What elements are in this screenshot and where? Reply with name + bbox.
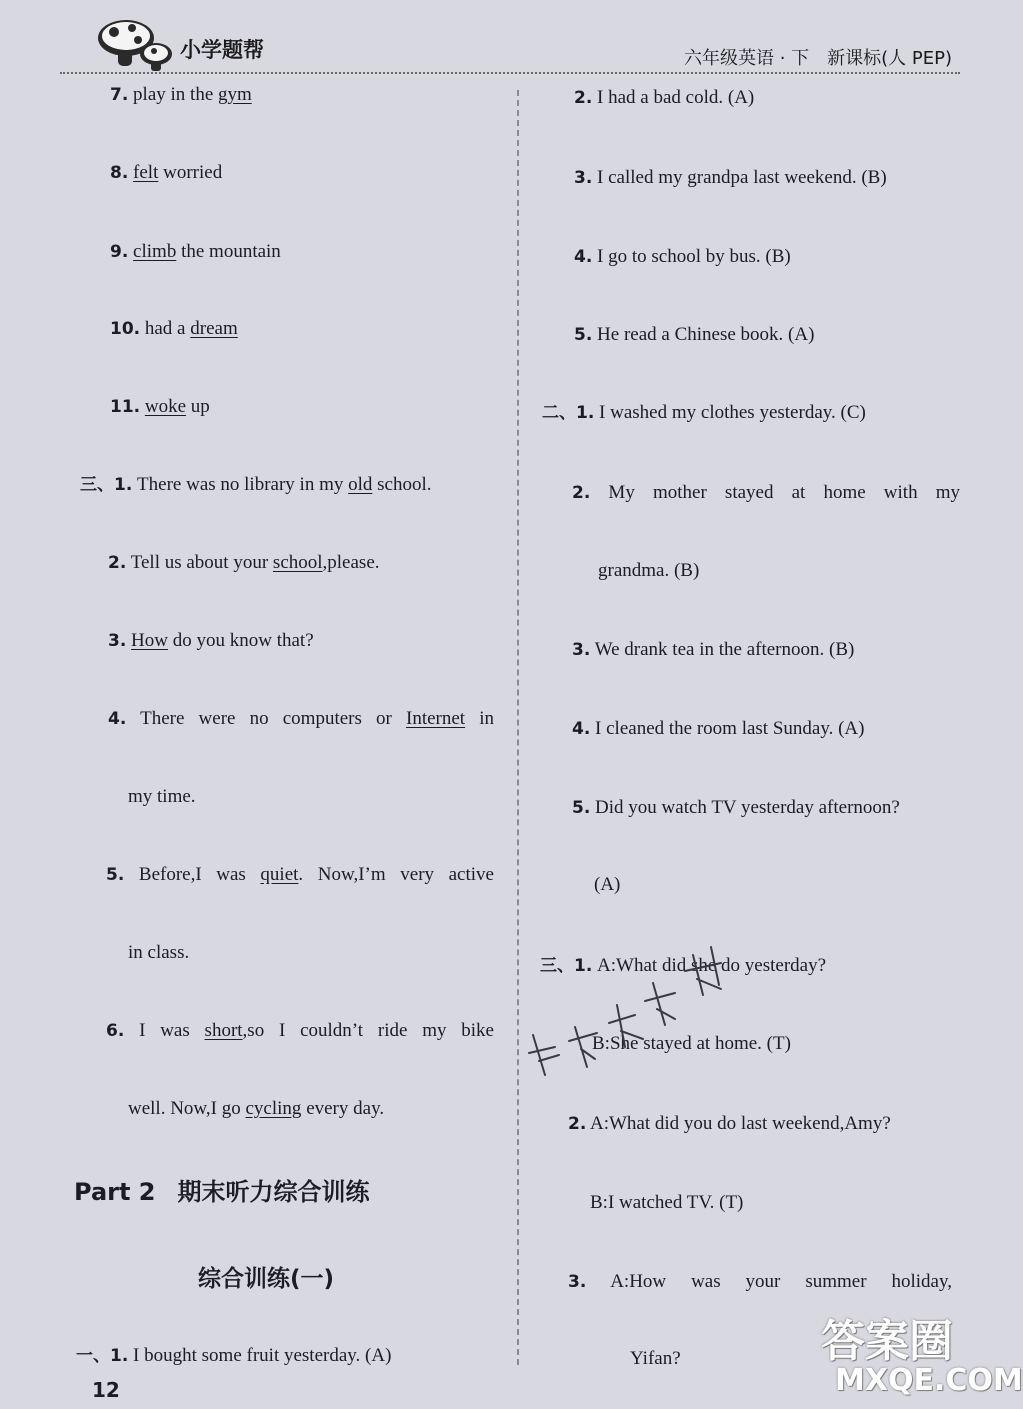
watermark-logo: 答案圈	[821, 1316, 953, 1367]
answer-line: 4. I cleaned the room last Sunday. (A)	[572, 718, 865, 739]
answer-line: well. Now,I go cycling every day.	[128, 1098, 385, 1119]
site-watermark	[815, 1305, 1023, 1405]
subject-label: 六年级英语 · 下 新课标(人 PEP)	[683, 48, 952, 69]
answer-line: 2. My mother stayed at home with my	[572, 482, 960, 503]
header-divider	[60, 72, 960, 74]
answer-line: 5. Before,I was quiet. Now,I’m very active	[106, 864, 494, 885]
answer-line: B:She stayed at home. (T)	[592, 1033, 791, 1054]
answer-line: 4. There were no computers or Internet in	[108, 708, 494, 729]
part-heading: Part 2 期末听力综合训练	[74, 1178, 370, 1206]
handwritten-scribble	[525, 935, 755, 1085]
answer-line: grandma. (B)	[598, 560, 700, 581]
section-heading: 综合训练(一)	[198, 1266, 335, 1292]
answer-line: 3. How do you know that?	[108, 630, 314, 651]
page-number: 12	[92, 1378, 120, 1402]
answer-line: 6. I was short,so I couldn’t ride my bike	[106, 1020, 494, 1041]
watermark-url: MXQE.COM	[835, 1363, 1023, 1398]
answer-line: 二、1. I washed my clothes yesterday. (C)	[542, 402, 866, 423]
answer-line: in class.	[128, 942, 190, 963]
column-divider	[517, 90, 519, 1365]
answer-line: 10. had a dream	[110, 318, 238, 339]
answer-line: 3. A:How was your summer holiday,	[568, 1271, 952, 1292]
answer-line: B:I watched TV. (T)	[590, 1192, 744, 1213]
answer-line: 8. felt worried	[110, 162, 223, 183]
answer-line: 5. He read a Chinese book. (A)	[574, 324, 815, 345]
answer-line: 三、1. There was no library in my old school.	[80, 474, 432, 495]
brand-name: 小学题帮	[180, 38, 264, 62]
answer-line: 9. climb the mountain	[110, 241, 281, 262]
answer-line: 2. Tell us about your school,please.	[108, 552, 380, 573]
answer-line: 11. woke up	[110, 396, 210, 417]
answer-line: 一、1. I bought some fruit yesterday. (A)	[76, 1345, 392, 1366]
answer-line: my time.	[128, 786, 196, 807]
answer-line: 5. Did you watch TV yesterday afternoon?	[572, 797, 900, 818]
answer-line: 7. play in the gym	[110, 84, 252, 105]
answer-line: 2. I had a bad cold. (A)	[574, 87, 755, 108]
answer-line: (A)	[594, 874, 621, 895]
page-header	[0, 0, 1000, 80]
answer-line: 2. A:What did you do last weekend,Amy?	[568, 1113, 891, 1134]
answer-line: 4. I go to school by bus. (B)	[574, 246, 791, 267]
answer-line: Yifan?	[630, 1348, 681, 1369]
answer-line: 3. I called my grandpa last weekend. (B)	[574, 167, 887, 188]
mushroom-logo-icon	[96, 14, 176, 72]
answer-line: 三、1. A:What did she do yesterday?	[540, 955, 827, 976]
answer-line: 3. We drank tea in the afternoon. (B)	[572, 639, 855, 660]
